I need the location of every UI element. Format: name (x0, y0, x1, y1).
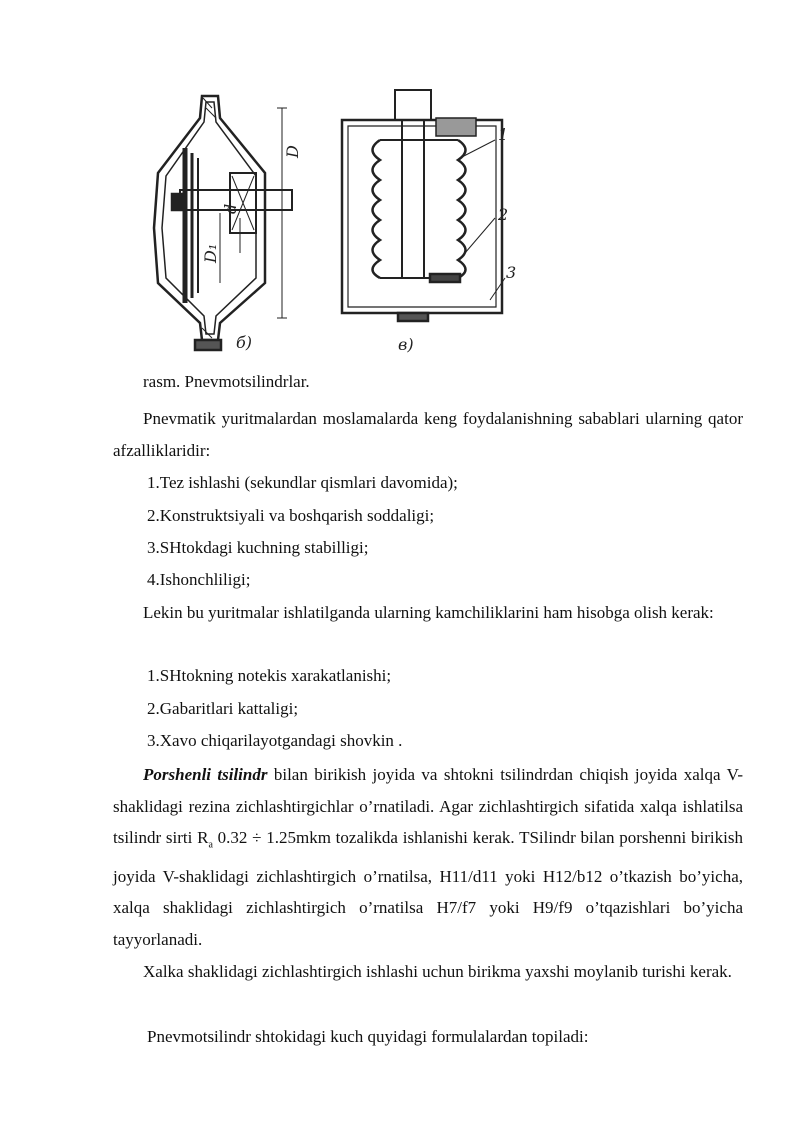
label-d: d (221, 203, 240, 214)
label-v: в) (398, 335, 414, 354)
advantage-item: 1.Tez ishlashi (sekundlar qismlari davomida); (147, 473, 458, 492)
piston-term: Porshenli tsilindr (143, 765, 268, 784)
label-b: б) (236, 333, 253, 352)
roughness-subscript: a (208, 839, 213, 851)
piston-text-b: 0.32 ÷ 1.25mkm tozalikda ishlanishi kerak. TSilindr bilan porshenni birikish joyida V-shaklidagi zichlashtirgich o’rnatilsa, H11/d11 yoki H12/b12 o’tkazish bo’yicha, xalqa shaklidagi zichlashtirgich o’rnatilsa H7/f7 yoki H9/f9 o’tqazishlari bo’yicha tayyorlanadi. (113, 828, 743, 949)
pneumatic-cylinders-figure (140, 78, 530, 363)
label-D: D (283, 145, 302, 158)
label-2: 2 (498, 205, 509, 224)
figure-caption: rasm. Pnevmotsilindrlar. (143, 372, 310, 391)
advantage-item: 2.Konstruktsiyali va boshqarish soddaligi; (147, 506, 435, 525)
bellows-cylinder-drawing (342, 90, 505, 321)
advantage-item: 3.SHtokdagi kuchning stabilligi; (147, 538, 369, 557)
label-1: 1 (498, 125, 509, 144)
piston-text-a: bilan birikish joyida va shtokni tsilindrdan chiqish joyida xalqa V-shaklidagi rezina zichlashtirgichlar o’rnatiladi. Agar zichlashtirgich sifatida xalqa ishlatilsa tsilindr sirti R (113, 765, 743, 847)
label-D1: D₁ (201, 243, 220, 263)
drawback-item: 3.Xavo chiqarilayotgandagi shovkin . (147, 731, 403, 750)
cylinder-drawings (140, 78, 530, 363)
diaphragm-cylinder-drawing (154, 96, 292, 350)
drawback-item: 2.Gabaritlari kattaligi; (147, 699, 299, 718)
formula-intro-paragraph: Pnevmotsilindr shtokidagi kuch quyidagi formulalardan topiladi: (147, 1027, 589, 1046)
intro-paragraph: Pnevmatik yuritmalardan moslamalarda keng foydalanishning sabablari ularning qator afzalliklaridir: (113, 409, 743, 460)
advantage-item: 4.Ishonchliligi; (147, 570, 251, 589)
drawback-intro-paragraph: Lekin bu yuritmalar ishlatilganda ularning kamchiliklarini ham hisobga olish kerak: (143, 603, 714, 622)
piston-paragraph (113, 759, 743, 955)
lubrication-paragraph: Xalka shaklidagi zichlashtirgich ishlashi uchun birikma yaxshi moylanib turishi kerak. (143, 962, 732, 981)
drawback-item: 1.SHtokning notekis xarakatlanishi; (147, 666, 392, 685)
label-3: 3 (506, 263, 517, 282)
